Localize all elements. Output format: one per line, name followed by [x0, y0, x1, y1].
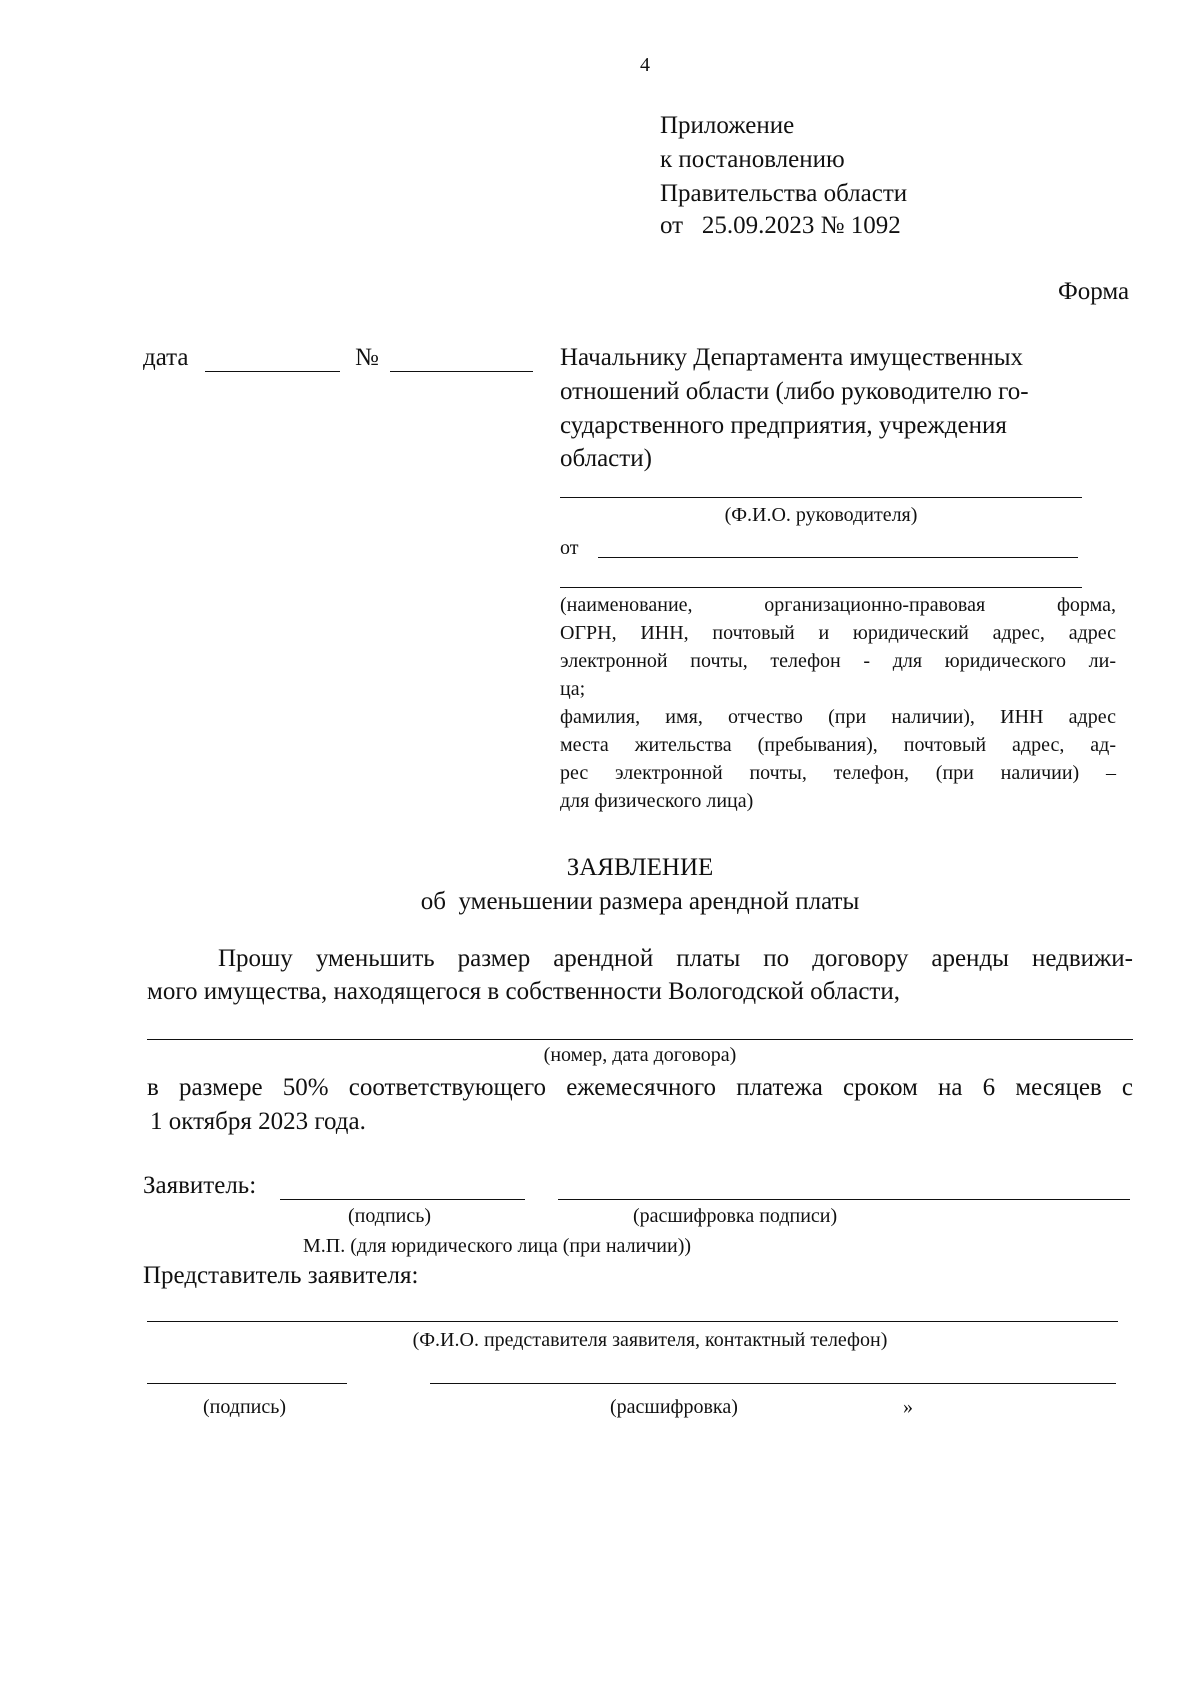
- seal-note: М.П. (для юридического лица (при наличии)): [303, 1235, 692, 1257]
- form-label: Форма: [1058, 278, 1130, 305]
- representative-label: Представитель заявителя:: [143, 1262, 419, 1289]
- applicant-note-line-3: электронной почты, телефон - для юридического ли-: [560, 650, 1116, 672]
- head-fio-line: [560, 497, 1082, 498]
- applicant-note-line-7: рес электронной почты, телефон, (при наличии) –: [560, 762, 1116, 784]
- applicant-line: [560, 587, 1082, 588]
- representative-decoding-caption: (расшифровка): [610, 1396, 738, 1418]
- applicant-note-line-1: (наименование, организационно-правовая форма,: [560, 594, 1116, 616]
- page-number: 4: [640, 54, 650, 76]
- applicant-note-line-8: для физического лица): [560, 790, 754, 812]
- applicant-decoding-line: [558, 1199, 1130, 1200]
- representative-caption: (Ф.И.О. представителя заявителя, контактный телефон): [412, 1329, 888, 1351]
- head-fio-caption: (Ф.И.О. руководителя): [724, 504, 918, 526]
- applicant-note-line-4: ца;: [560, 678, 586, 700]
- appendix-line-3: Правительства области: [660, 180, 908, 207]
- body-paragraph-1-line-2: мого имущества, находящегося в собственности Вологодской области,: [147, 978, 900, 1005]
- appendix-line-4: от 25.09.2023 № 1092: [660, 212, 901, 239]
- document-title: ЗАЯВЛЕНИЕ: [566, 854, 714, 881]
- contract-caption: (номер, дата договора): [543, 1044, 737, 1066]
- signature-caption: (подпись): [348, 1205, 432, 1227]
- date-line: [205, 371, 340, 372]
- addressee-line-1: Начальнику Департамента имущественных: [560, 344, 1024, 371]
- appendix-line-2: к постановлению: [660, 146, 845, 173]
- from-line: [598, 557, 1078, 558]
- appendix-line-1: Приложение: [660, 112, 795, 139]
- closing-quote: »: [903, 1396, 913, 1418]
- representative-line: [147, 1321, 1118, 1322]
- from-label: от: [560, 537, 579, 559]
- number-line: [390, 371, 533, 372]
- addressee-line-2: отношений области (либо руководителю го-: [560, 378, 1029, 405]
- applicant-label: Заявитель:: [143, 1172, 257, 1199]
- body-paragraph-1-line-1: Прошу уменьшить размер арендной платы по договору аренды недвижи-: [218, 945, 1133, 972]
- applicant-note-line-5: фамилия, имя, отчество (при наличии), ИНН адрес: [560, 706, 1116, 728]
- addressee-line-4: области): [560, 445, 652, 472]
- applicant-note-line-6: места жительства (пребывания), почтовый адрес, ад-: [560, 734, 1116, 756]
- applicant-signature-line: [280, 1199, 525, 1200]
- date-label: дата: [143, 344, 189, 371]
- number-label: №: [355, 344, 379, 371]
- decoding-caption: (расшифровка подписи): [633, 1205, 838, 1227]
- applicant-note-line-2: ОГРН, ИНН, почтовый и юридический адрес, адрес: [560, 622, 1116, 644]
- body-paragraph-2-line-2: 1 октября 2023 года.: [150, 1108, 366, 1135]
- representative-signature-line: [147, 1383, 347, 1384]
- document-subtitle: об уменьшении размера арендной платы: [420, 888, 860, 915]
- representative-decoding-line: [430, 1383, 1116, 1384]
- addressee-line-3: сударственного предприятия, учреждения: [560, 412, 1007, 439]
- contract-line: [147, 1039, 1133, 1040]
- representative-signature-caption: (подпись): [203, 1396, 287, 1418]
- body-paragraph-2-line-1: в размере 50% соответствующего ежемесячного платежа сроком на 6 месяцев с: [147, 1074, 1133, 1101]
